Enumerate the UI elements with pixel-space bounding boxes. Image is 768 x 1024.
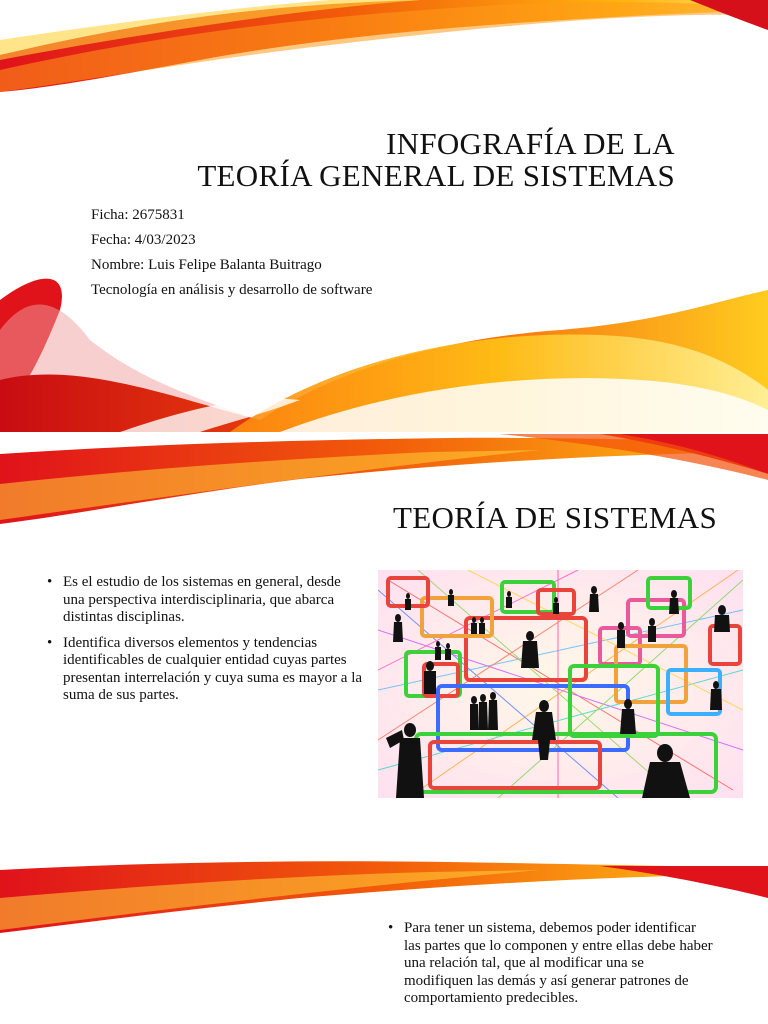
programa-text: Tecnología en análisis y desarrollo de software <box>91 282 373 298</box>
bullet-icon: • <box>388 920 394 936</box>
title-line-1: INFOGRAFÍA DE LA <box>386 126 675 161</box>
title-slide <box>0 0 768 432</box>
list-item <box>47 635 365 705</box>
network-people-icon <box>378 570 743 798</box>
nombre-text: Nombre: Luis Felipe Balanta Buitrago <box>91 257 322 273</box>
bullet-list <box>47 574 365 713</box>
list-item <box>388 920 716 1008</box>
presentation-title <box>115 128 675 192</box>
content-slide-system <box>0 838 768 1024</box>
ficha-text: Ficha: 2675831 <box>91 207 185 223</box>
author-details <box>91 204 372 304</box>
bullet-list <box>388 920 716 1016</box>
network-people-image <box>378 570 743 798</box>
list-item <box>47 574 365 627</box>
bullet-text: Para tener un sistema, debemos poder identificar las partes que lo componen y entre ellas debe haber una relación tal, que al modificar una se modifiquen las demás y así generar patrones de comportamiento predecibles. <box>404 920 713 1006</box>
bullet-icon: • <box>47 634 53 651</box>
bullet-text: Identifica diversos elementos y tendencias identificables de cualquier entidad cuyas partes presentan interrelación y cuya suma es mayor a la suma de sus partes. <box>63 634 363 703</box>
slide-title: TEORÍA DE SISTEMAS <box>392 500 718 535</box>
title-line-2: TEORÍA GENERAL DE SISTEMAS <box>197 158 675 193</box>
content-slide-theory <box>0 434 768 834</box>
bullet-icon: • <box>47 574 53 590</box>
bullet-text: Es el estudio de los sistemas en general, desde una perspectiva interdisciplinaria, que abarca distintas disciplinas. <box>63 574 341 625</box>
fecha-text: Fecha: 4/03/2023 <box>91 232 196 248</box>
